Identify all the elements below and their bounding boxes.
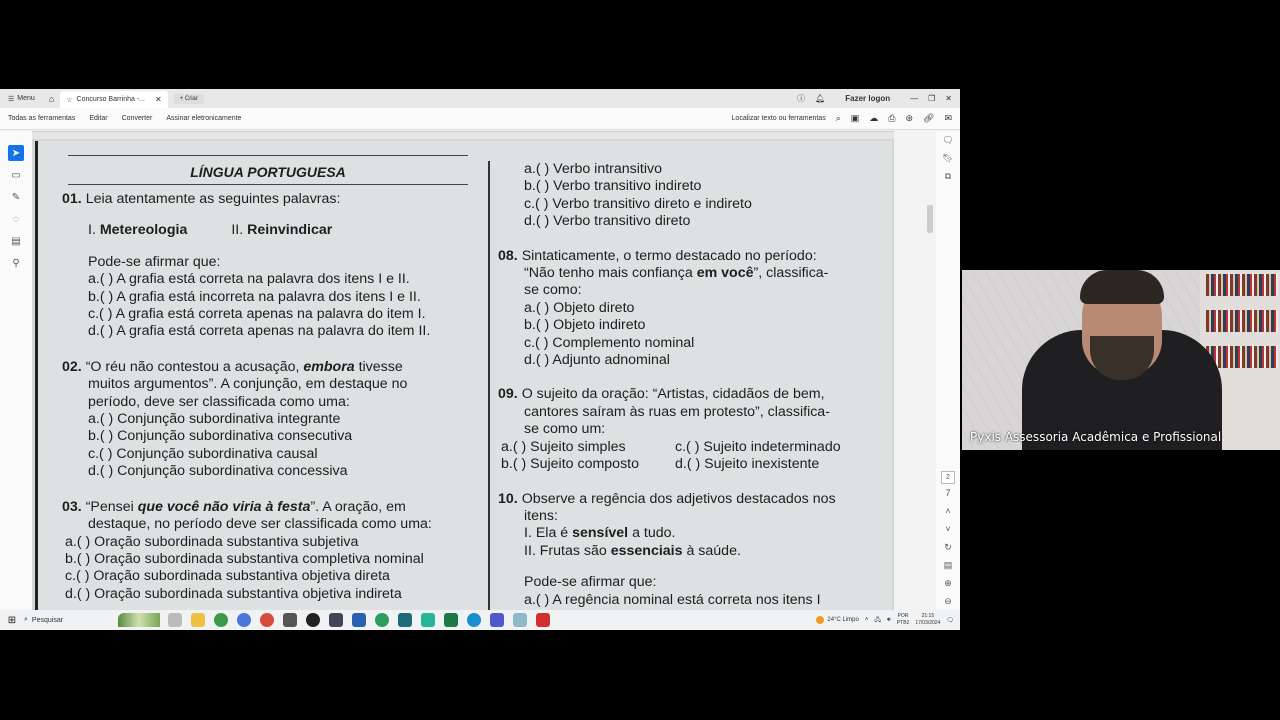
upload-cloud-icon[interactable]: ☁ <box>869 113 879 123</box>
acrobat-icon[interactable] <box>536 613 550 627</box>
text-box-icon[interactable]: ▤ <box>11 235 21 247</box>
left-column <box>62 155 488 603</box>
refresh-icon[interactable]: ↻ <box>944 542 952 553</box>
app-teal-icon[interactable] <box>398 613 412 627</box>
print-icon[interactable]: ⎙ <box>888 113 896 123</box>
option-d: d.( ) A grafia está correta apenas na palavra do item II. <box>88 323 431 340</box>
home-icon[interactable]: ⌂ <box>48 93 55 104</box>
tab-bar <box>0 89 960 108</box>
next-page-icon[interactable]: ˅ <box>945 524 951 535</box>
option-d: d.( ) Conjunção subordinativa concessiva <box>88 463 348 480</box>
option-b: b.( ) Oração subordinada substantiva completiva nominal <box>65 550 424 567</box>
notifications-icon[interactable]: 🗨︎ <box>946 617 954 624</box>
question-07-options: a.( ) Verbo intransitivo b.( ) Verbo transitivo indireto c.( ) Verbo transitivo direto e indireto d.( ) Verbo transitivo direto <box>524 161 752 230</box>
page-fit-icon[interactable]: ▤ <box>943 560 953 571</box>
tray-chevron-icon[interactable]: ˄ <box>864 617 869 623</box>
pages-icon[interactable]: ⧉ <box>944 170 952 181</box>
search-highlight-image[interactable] <box>118 613 160 627</box>
pdf-page <box>35 141 892 611</box>
question-08: 08. Sintaticamente, o termo destacado no período: “Não tenho mais confiança em você”, classifica- se como: a.( ) Objeto direto b.( ) Objeto indireto c.( ) Complemento nominal d.( ) Adjunto adnominal <box>498 247 829 369</box>
vertical-scrollbar[interactable] <box>926 141 934 606</box>
link-icon[interactable]: 🔗︎ <box>923 113 935 123</box>
task-view-icon[interactable] <box>168 613 182 627</box>
comments-panel-icon[interactable]: 🗨︎ <box>942 134 954 145</box>
taskbar-search[interactable]: ⌕ Pesquisar <box>24 616 64 624</box>
system-tray <box>816 613 960 627</box>
column-divider <box>488 161 490 611</box>
network-icon[interactable]: 🖧︎ <box>874 617 882 623</box>
option-c: c.( ) Conjunção subordinativa causal <box>88 445 318 462</box>
minimize-icon[interactable]: — <box>910 94 919 103</box>
language-indicator[interactable]: POR PTB2 <box>896 613 910 626</box>
chrome-profile-icon[interactable] <box>237 613 251 627</box>
new-tab-button[interactable]: + Criar <box>174 94 204 104</box>
find-tools-search[interactable]: Localizar texto ou ferramentas <box>731 115 826 122</box>
search-icon: ⌕ <box>24 616 28 623</box>
clock[interactable]: 21:15 17/03/2024 <box>915 613 941 626</box>
close-tab-icon[interactable]: ✕ <box>155 95 162 104</box>
save-icon[interactable]: ▣ <box>850 113 860 123</box>
select-cursor-icon[interactable]: ➤ <box>8 145 24 161</box>
option-b: b.( ) Conjunção subordinativa consecutiva <box>88 428 353 445</box>
chrome-icon[interactable] <box>214 613 228 627</box>
volume-icon[interactable]: 🔊︎ <box>887 616 891 623</box>
share-icon[interactable]: ⊛ <box>905 113 914 123</box>
question-01: 01. Leia atentamente as seguintes palavras: I. Metereologia II. Reinvindicar Pode-se afirmar que: a.( ) A grafia está correta na palavra dos itens I e II. b.( ) A grafia está incorreta na palavra dos itens I e II. c.( ) A grafia está correta apenas na palavra do item I. d.( ) A grafia está correta apenas na palavra do item II. <box>62 191 488 341</box>
convert-menu[interactable]: Converter <box>121 115 153 122</box>
star-icon[interactable]: ☆ <box>66 96 73 104</box>
restore-icon[interactable]: ❐ <box>928 94 936 103</box>
total-pages: 7 <box>945 488 951 499</box>
tab-document[interactable] <box>60 91 167 108</box>
option-a: a.( ) Oração subordinada substantiva subjetiva <box>65 533 359 550</box>
zoom-out-icon[interactable]: ⊖ <box>944 596 952 607</box>
pen-icon[interactable]: ✎ <box>11 191 21 203</box>
hamburger-icon: ☰ <box>8 95 15 103</box>
document-viewport[interactable] <box>32 131 894 611</box>
previous-page-edge <box>32 131 894 139</box>
option-d: d.( ) Oração subordinada substantiva objetiva indireta <box>65 585 402 602</box>
previous-page-icon[interactable]: ˄ <box>945 506 951 517</box>
file-explorer-icon[interactable] <box>191 613 205 627</box>
windows-start-icon[interactable]: ⊞ <box>7 614 17 626</box>
option-a: a.( ) Conjunção subordinativa integrante <box>88 411 341 428</box>
section-heading: LÍNGUA PORTUGUESA <box>68 155 468 185</box>
right-panel <box>936 131 960 611</box>
option-c: c.( ) A grafia está correta apenas na palavra do item I. <box>88 306 426 323</box>
tab-title: Concurso Barrinha -... <box>76 96 145 103</box>
option-a: a.( ) A grafia está correta na palavra dos itens I e II. <box>88 271 410 288</box>
email-icon[interactable]: ✉ <box>944 113 952 123</box>
pdf-viewer-window <box>0 89 960 630</box>
help-icon[interactable]: ⓘ <box>797 94 806 103</box>
sign-menu[interactable]: Assinar eletronicamente <box>166 115 242 122</box>
question-02: 02. “O réu não contestou a acusação, embora tivesse muitos argumentos”. A conjunção, em destaque no período, deve ser classificada como uma: a.( ) Conjunção subordinativa integrante b.( ) Conjunção subordinativa consecutiva c.( ) Conjunção subordinativa causal d.( ) Conjunção subordinativa concessiva <box>62 359 488 481</box>
current-page-input[interactable]: 2 <box>941 471 955 484</box>
app-icon[interactable] <box>283 613 297 627</box>
weather-widget[interactable]: 24°C Limpo <box>816 616 858 624</box>
question-09: 09. O sujeito da oração: “Artistas, cidadãos de bem, cantores saíram às ruas em protesto”, classifica- se como um: a.( ) Sujeito simples c.( ) Sujeito indeterminado b.( ) Sujeito composto d.( ) Sujeito inexistente <box>498 386 841 473</box>
question-03: 03. “Pensei que você não viria à festa”. A oração, em destaque, no período deve ser classificada como uma: a.( ) Oração subordinada substantiva subjetiva b.( ) Oração subordinada substantiva completiva nominal c.( ) Oração subordinada substantiva objetiva direta d.( ) Oração subordinada substantiva objetiva indireta <box>62 499 488 603</box>
right-column <box>498 161 878 609</box>
all-tools-menu[interactable]: Todas as ferramentas <box>8 115 76 122</box>
webcam-app-icon[interactable] <box>329 613 343 627</box>
notes-icon[interactable] <box>421 613 435 627</box>
menu-button[interactable]: ☰ Menu <box>8 95 35 103</box>
whatsapp-icon[interactable] <box>375 613 389 627</box>
option-b: b.( ) A grafia está incorreta na palavra dos itens I e II. <box>88 288 421 305</box>
presenter-label: Pyxis Assessoria Acadêmica e Profissional <box>970 430 1222 444</box>
zoom-in-icon[interactable]: ⊕ <box>944 578 952 589</box>
pinned-apps <box>168 613 550 627</box>
webcam-overlay <box>962 270 1280 450</box>
option-c: c.( ) Oração subordinada substantiva objetiva direta <box>65 568 390 585</box>
notification-icon[interactable]: 🔔︎ <box>815 94 826 103</box>
main-toolbar <box>0 108 960 130</box>
scrollbar-thumb[interactable] <box>927 205 933 233</box>
search-icon[interactable]: ⌕ <box>835 113 841 123</box>
stamp-icon[interactable]: ⚲ <box>12 257 20 269</box>
excel-icon[interactable] <box>444 613 458 627</box>
comment-icon[interactable]: ▭ <box>11 169 21 181</box>
sign-in-button[interactable]: Fazer logon <box>845 94 891 103</box>
sun-icon <box>816 616 824 624</box>
left-toolbar <box>0 131 32 611</box>
bookmark-icon[interactable]: 🔖︎ <box>942 152 954 163</box>
word-icon[interactable] <box>352 613 366 627</box>
edit-menu[interactable]: Editar <box>89 115 108 122</box>
edge-icon[interactable] <box>467 613 481 627</box>
teams-icon[interactable] <box>490 613 504 627</box>
app-light-icon[interactable] <box>513 613 527 627</box>
word-list: I. Metereologia II. Reinvindicar <box>88 222 333 239</box>
taskbar <box>0 610 960 630</box>
lasso-icon[interactable]: ◌ <box>13 213 19 225</box>
obs-icon[interactable] <box>306 613 320 627</box>
close-window-icon[interactable]: ✕ <box>945 94 952 103</box>
chrome-profile-2-icon[interactable] <box>260 613 274 627</box>
question-10: 10. Observe a regência dos adjetivos destacados nos itens: I. Ela é sensível a tudo. II. Frutas são essenciais à saúde. Pode-se afirmar que: a.( ) A regência nominal está correta nos itens I <box>498 490 836 608</box>
